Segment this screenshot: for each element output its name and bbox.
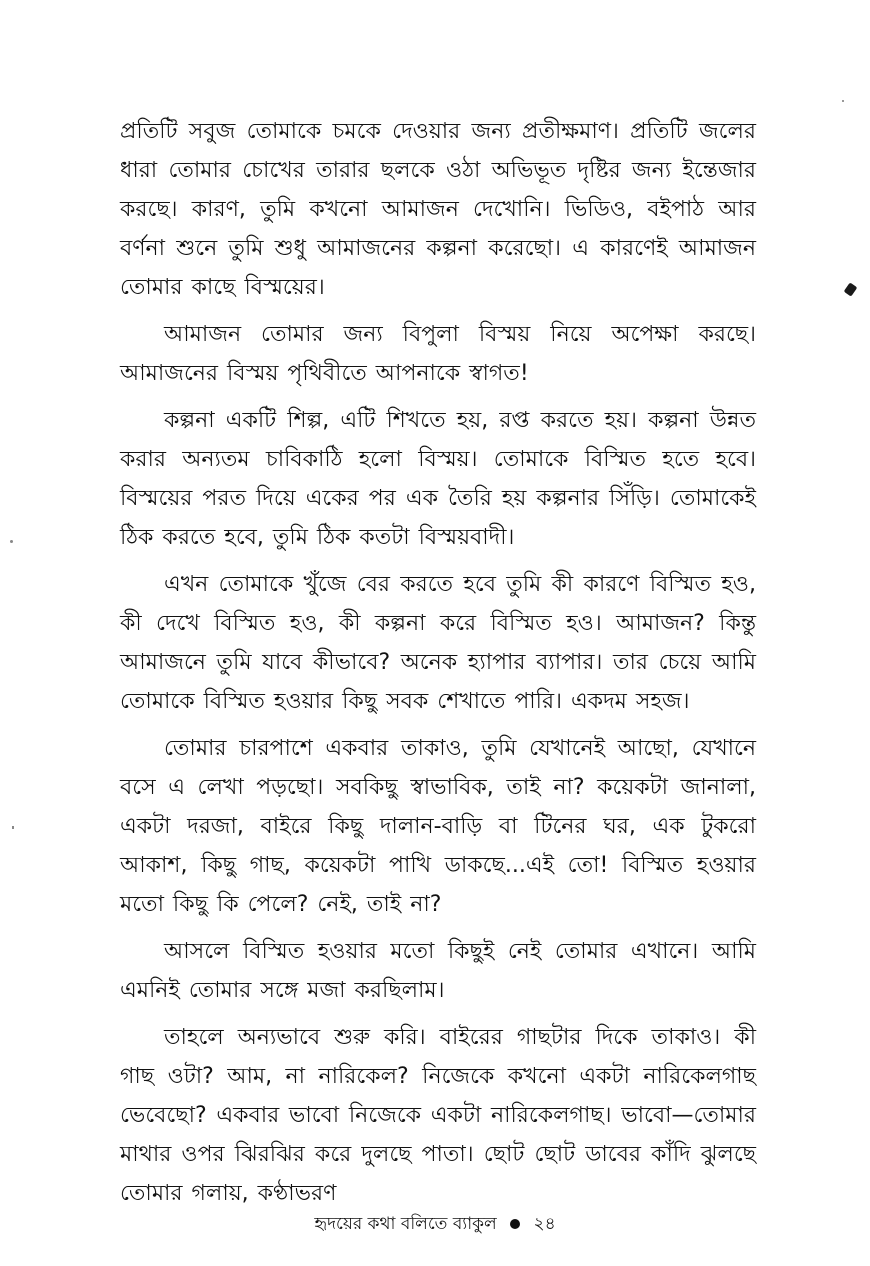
- body-text: [120, 112, 756, 1221]
- speck-icon: [12, 826, 14, 829]
- paragraph-5: তোমার চারপাশে একবার তাকাও, তুমি যেখানেই আছো, যেখানে বসে এ লেখা পড়ছো। সবকিছু স্বাভাবিক, তাই না? কয়েকটা জানালা, একটা দরজা, বাইরে কিছু দালান-বাড়ি বা টিনের ঘর, এক টুকরো আকাশ, কিছু গাছ, কয়েকটা পাখি ডাকছে...এই তো! বিস্মিত হওয়ার মতো কিছু কি পেলে? নেই, তাই না?: [120, 736, 756, 917]
- paragraph-2: আমাজন তোমার জন্য বিপুলা বিস্ময় নিয়ে অপেক্ষা করছে। আমাজনের বিস্ময় পৃথিবীতে আপনাকে স্বাগত!: [120, 322, 756, 386]
- speck-icon: [842, 100, 844, 102]
- running-title: হৃদয়ের কথা বলিতে ব্যাকুল: [314, 1214, 497, 1234]
- paragraph-4: এখন তোমাকে খুঁজে বের করতে হবে তুমি কী কারণে বিস্মিত হও, কী দেখে বিস্মিত হও, কী কল্পনা করে বিস্মিত হও। আমাজন? কিন্তু আমাজনে তুমি যাবে কীভাবে? অনেক হ্যাপার ব্যাপার। তার চেয়ে আমি তোমাকে বিস্মিত হওয়ার কিছু সবক শেখাতে পারি। একদম সহজ।: [120, 572, 756, 714]
- paragraph-7: তাহলে অন্যভাবে শুরু করি। বাইরের গাছটার দিকে তাকাও। কী গাছ ওটা? আম, না নারিকেল? নিজেকে কখনো একটা নারিকেলগাছ ভেবেছো? একবার ভাবো নিজেকে একটা নারিকেলগাছ। ভাবো—তোমার মাথার ওপর ঝিরঝির করে দুলছে পাতা। ছোট ছোট ডাবের কাঁদি ঝুলছে তোমার গলায়, কণ্ঠাভরণ: [120, 1025, 756, 1206]
- speck-icon: [10, 540, 13, 543]
- ink-mark-icon: [844, 282, 858, 296]
- bullet-separator-icon: [510, 1219, 520, 1229]
- paragraph-3: কল্পনা একটি শিল্প, এটি শিখতে হয়, রপ্ত করতে হয়। কল্পনা উন্নত করার অন্যতম চাবিকাঠি হলো বিস্ময়। তোমাকে বিস্মিত হতে হবে। বিস্ময়ের পরত দিয়ে একের পর এক তৈরি হয় কল্পনার সিঁড়ি। তোমাকেই ঠিক করতে হবে, তুমি ঠিক কতটা বিস্ময়বাদী।: [120, 408, 756, 550]
- page-number: ২৪: [533, 1214, 556, 1234]
- paragraph-1: প্রতিটি সবুজ তোমাকে চমকে দেওয়ার জন্য প্রতীক্ষমাণ। প্রতিটি জলের ধারা তোমার চোখের তারার ছলকে ওঠা অভিভূত দৃষ্টির জন্য ইন্তেজার করছে। কারণ, তুমি কখনো আমাজন দেখোনি। ভিডিও, বইপাঠ আর বর্ণনা শুনে তুমি শুধু আমাজনের কল্পনা করেছো। এ কারণেই আমাজন তোমার কাছে বিস্ময়ের।: [120, 119, 756, 300]
- paragraph-6: আসলে বিস্মিত হওয়ার মতো কিছুই নেই তোমার এখানে। আমি এমনিই তোমার সঙ্গে মজা করছিলাম।: [120, 939, 756, 1003]
- page-footer: [0, 1212, 870, 1236]
